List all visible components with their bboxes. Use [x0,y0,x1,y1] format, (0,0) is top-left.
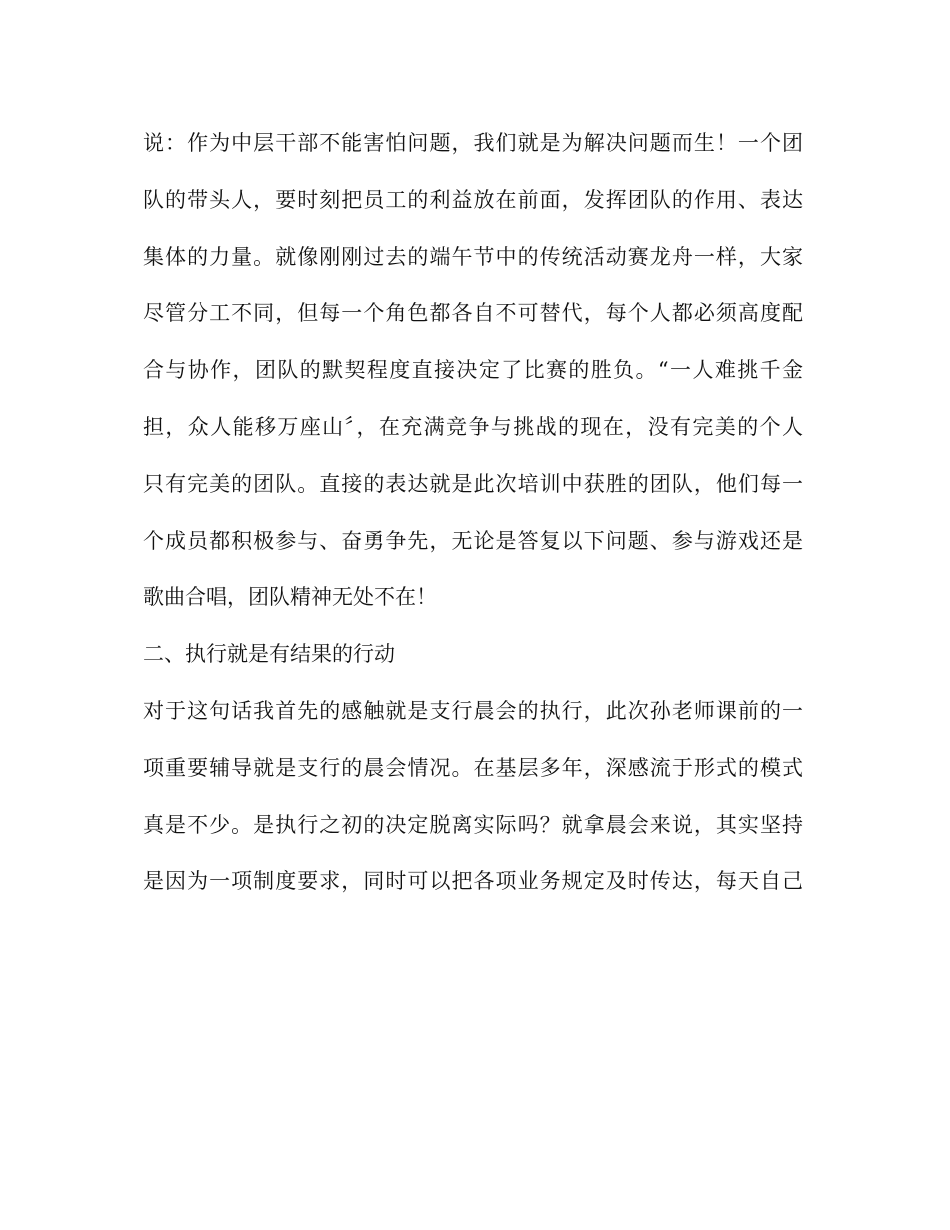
text-line: 集体的力量。就像刚刚过去的端午节中的传统活动赛龙舟一样，大家 [143,244,803,269]
text-line: 真是不少。是执行之初的决定脱离实际吗？就拿晨会来说，其实坚持 [143,812,803,837]
text-line: 是因为一项制度要求，同时可以把各项业务规定及时传达，每天自己 [143,869,803,894]
paragraph-end-line: 歌曲合唱，团队精神无处不在！ [143,585,437,610]
text-line: 只有完美的团队。直接的表达就是此次培训中获胜的团队，他们每一 [143,471,803,496]
text-line: 队的带头人，要时刻把员工的利益放在前面，发挥团队的作用、表达 [143,187,803,212]
body-text [143,123,803,918]
text-line: 对于这句话我首先的感触就是支行晨会的执行，此次孙老师课前的一 [143,698,803,723]
text-line: 说：作为中层干部不能害怕问题，我们就是为解决问题而生！一个团 [143,131,803,155]
section-heading: 二、执行就是有结果的行动 [143,642,395,667]
text-line: 项重要辅导就是支行的晨会情况。在基层多年，深感流于形式的模式 [143,755,803,780]
text-line: 担，众人能移万座山〞，在充满竞争与挑战的现在，没有完美的个人 [143,414,803,439]
text-line: 个成员都积极参与、奋勇争先，无论是答复以下问题、参与游戏还是 [143,528,803,553]
text-line: 合与协作，团队的默契程度直接决定了比赛的胜负。“一人难挑千金 [143,358,803,383]
text-line: 尽管分工不同，但每一个角色都各自不可替代，每个人都必须高度配 [143,301,803,326]
